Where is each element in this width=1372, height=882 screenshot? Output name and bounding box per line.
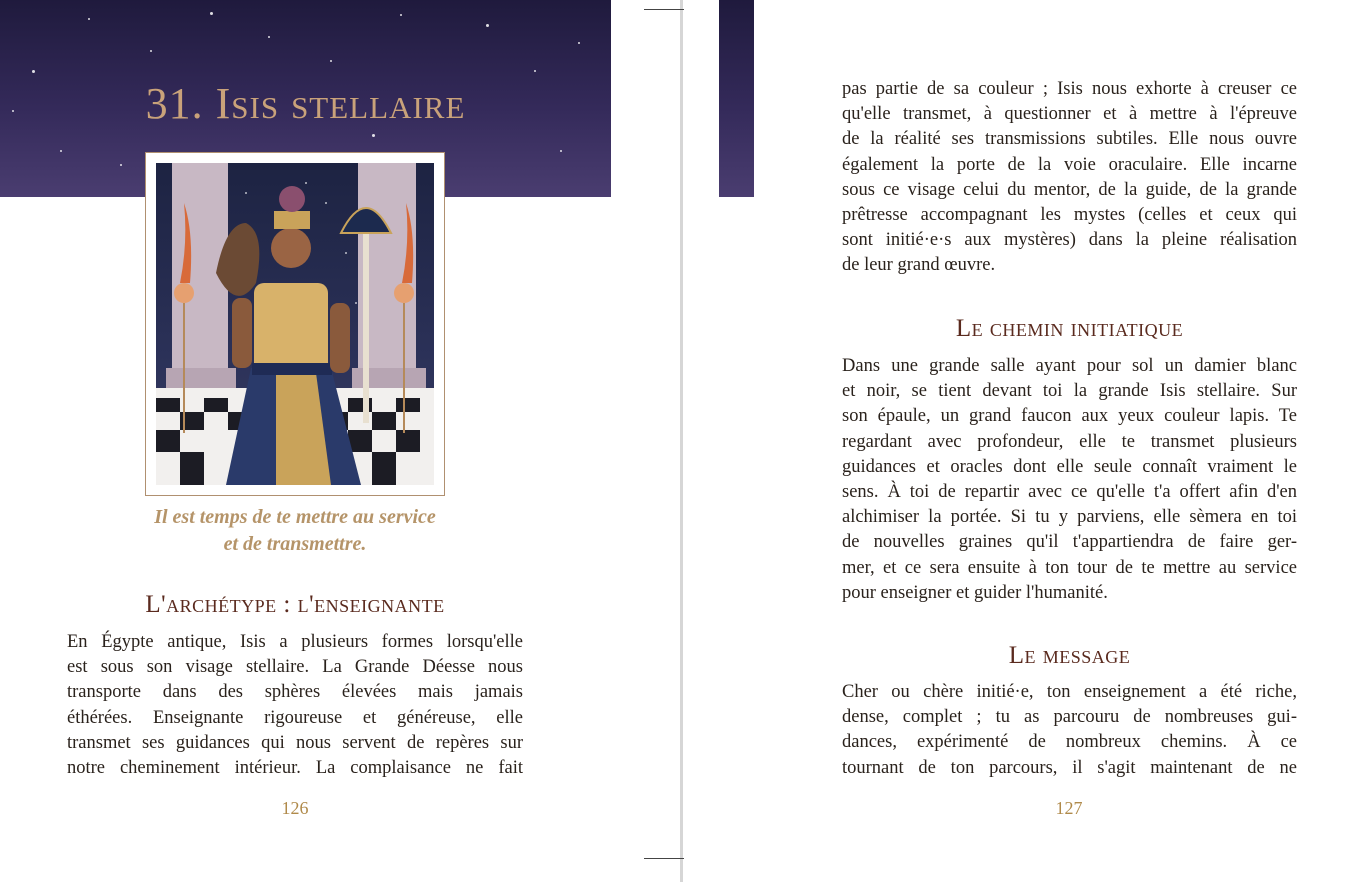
right-page — [684, 0, 1372, 882]
text-line: Dans une grande salle ayant pour sol un damier blanc — [842, 356, 1297, 376]
page-number-right: 127 — [1055, 798, 1083, 818]
text-line: de nouvelles graines qu'il t'appartiendra de faire ger- — [842, 532, 1297, 553]
text-line: prêtresse accompagnant les mystes (celles et ceux qui — [842, 205, 1297, 226]
text-line: mer, et ce sera ensuite à ton tour de te mettre au service — [842, 557, 1297, 578]
text-line: sous ce visage celui du mentor, de la guide, de la grande — [842, 179, 1297, 200]
archetype-paragraph — [67, 630, 523, 781]
page-number-left: 126 — [281, 798, 309, 818]
text-line: de la réalité ses transmissions subtiles. Elle nous ouvre — [842, 129, 1297, 150]
section-title-message: Le message — [1008, 642, 1131, 669]
left-page — [0, 0, 680, 882]
text-line: dances, expérimenté de nombreux chemins. À ce — [842, 732, 1297, 753]
book-spine — [680, 0, 683, 882]
message-paragraph — [842, 680, 1297, 781]
night-sky-strip — [719, 0, 754, 197]
text-line: éthérées. Enseignante rigoureuse et généreuse, elle — [67, 707, 523, 728]
section-title-chemin: Le chemin initiatique — [955, 315, 1184, 342]
text-line: son épaule, un grand faucon aux yeux couleur lapis. Te — [842, 406, 1297, 427]
section-title-archetype: L'archétype : l'enseignante — [145, 591, 445, 618]
text-line: qu'elle transmet, à questionner et à mettre à l'épreuve — [842, 104, 1297, 125]
text-line: Cher ou chère initié·e, ton enseignement a été riche, — [842, 682, 1297, 702]
text-line: sont initié·e·s aux mystères) dans la pleine réalisation — [842, 230, 1297, 251]
text-line: pas partie de sa couleur ; Isis nous exhorte à creuser ce — [842, 79, 1297, 99]
chemin-paragraph — [842, 354, 1297, 606]
chapter-title: 31. Isis stellaire — [145, 79, 466, 128]
text-line: transporte dans des sphères élevées mais jamais — [67, 682, 523, 703]
text-line: notre cheminement intérieur. La complaisance ne fait — [67, 758, 523, 779]
card-quote — [60, 504, 530, 558]
quote-line: et de transmettre. — [223, 533, 367, 555]
text-line: est sous son visage stellaire. La Grande Déesse nous — [67, 657, 523, 678]
text-line: sens. À toi de repartir avec ce qu'elle t'a offert afin d'en — [842, 482, 1297, 503]
text-line: de leur grand œuvre. — [842, 255, 996, 276]
text-line: alchimiser la portée. Si tu y parviens, elle sèmera en toi — [842, 507, 1297, 528]
text-line: et noir, se tient devant toi la grande Isis stellaire. Sur — [842, 381, 1297, 402]
quote-line: Il est temps de te mettre au service — [154, 506, 436, 528]
text-line: guidances et oracles dont elle seule connaît vraiment le — [842, 456, 1297, 477]
text-line: pour enseigner et guider l'humanité. — [842, 582, 1108, 603]
oracle-card-frame — [145, 152, 445, 496]
text-line: transmet ses guidances qui nous servent de repères sur — [67, 732, 523, 753]
text-line: dense, complet ; tu as parcouru de nombreuses gui- — [842, 707, 1297, 728]
isis-illustration — [156, 163, 434, 485]
text-line: également la porte de la voie oraculaire. Elle incarne — [842, 154, 1297, 175]
text-line: tournant de ton parcours, il s'agit maintenant de ne — [842, 757, 1297, 778]
text-line: En Égypte antique, Isis a plusieurs formes lorsqu'elle — [67, 632, 523, 652]
text-line: regardant avec profondeur, elle te transmet plusieurs — [842, 431, 1297, 452]
intro-paragraph — [842, 77, 1297, 279]
